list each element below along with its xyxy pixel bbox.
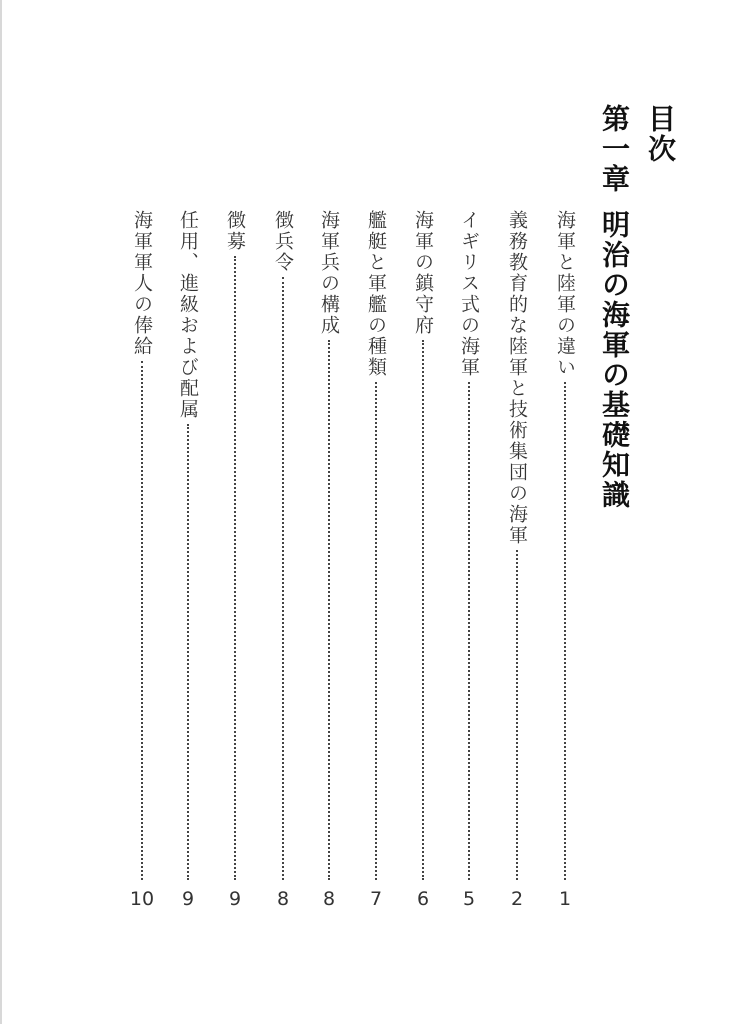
toc-entry-label: 海軍軍人の俸給 <box>131 210 153 357</box>
toc-entry-label: 義務教育的な陸軍と技術集団の海軍 <box>506 210 528 546</box>
toc-entry-2[interactable] <box>503 210 531 910</box>
toc-entry-label: 海軍と陸軍の違い <box>554 210 576 378</box>
dot-leader <box>422 340 424 880</box>
toc-entry-page: 2 <box>510 888 524 910</box>
dot-leader <box>468 382 470 880</box>
toc-entry-page: 8 <box>276 888 290 910</box>
toc-entry-page: 1 <box>558 888 572 910</box>
toc-entry-page: 8 <box>322 888 336 910</box>
toc-entry-page: 5 <box>462 888 476 910</box>
toc-entry-label: イギリス式の海軍 <box>458 210 480 378</box>
dot-leader <box>282 277 284 880</box>
toc-entry-label: 海軍の鎮守府 <box>412 210 434 336</box>
dot-leader <box>141 361 143 880</box>
toc-entry-3[interactable] <box>455 210 483 910</box>
chapter-label: 第一章 <box>598 104 631 194</box>
chapter-title: 明治の海軍の基礎知識 <box>598 210 631 510</box>
dot-leader <box>328 340 330 880</box>
toc-entry-label: 任用、進級および配属 <box>177 210 199 420</box>
toc-entry-page: 9 <box>228 888 242 910</box>
toc-entry-label: 海軍兵の構成 <box>318 210 340 336</box>
dot-leader <box>375 382 377 880</box>
toc-entry-page: 9 <box>181 888 195 910</box>
dot-leader <box>187 424 189 880</box>
toc-entry-label: 徴募 <box>224 210 246 252</box>
toc-entry-page: 6 <box>416 888 430 910</box>
toc-entry-4[interactable] <box>409 210 437 910</box>
toc-entry-page: 10 <box>129 888 155 910</box>
toc-entry-7[interactable] <box>269 210 297 910</box>
toc-entry-page: 7 <box>369 888 383 910</box>
dot-leader <box>516 550 518 880</box>
toc-entry-9[interactable] <box>174 210 202 910</box>
dot-leader <box>234 256 236 880</box>
toc-entry-8[interactable] <box>221 210 249 910</box>
toc-entry-10[interactable] <box>128 210 156 910</box>
dot-leader <box>564 382 566 880</box>
toc-entry-5[interactable] <box>362 210 390 910</box>
toc-entry-6[interactable] <box>315 210 343 910</box>
toc-entry-label: 徴兵令 <box>272 210 294 273</box>
toc-entry-label: 艦艇と軍艦の種類 <box>365 210 387 378</box>
toc-title: 目次 <box>644 104 677 164</box>
toc-entry-1[interactable] <box>551 210 579 910</box>
page-edge <box>0 0 2 1024</box>
